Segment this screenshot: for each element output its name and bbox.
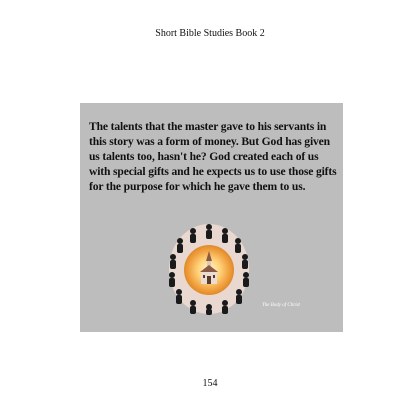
page-header: Short Bible Studies Book 2 <box>155 28 265 39</box>
page-number: 154 <box>202 378 218 389</box>
illustration-panel <box>80 103 343 332</box>
panel-text: The talents that the master gave to his servants in this story was a form of money. But God has given us talents too, hasn't he? God created each of us with special gifts and he expects us to use those gifts for the purpose for which he gave them to us. <box>89 120 337 193</box>
illustration-caption: The Body of Christ <box>262 303 300 308</box>
body-of-christ-illustration <box>159 217 259 317</box>
